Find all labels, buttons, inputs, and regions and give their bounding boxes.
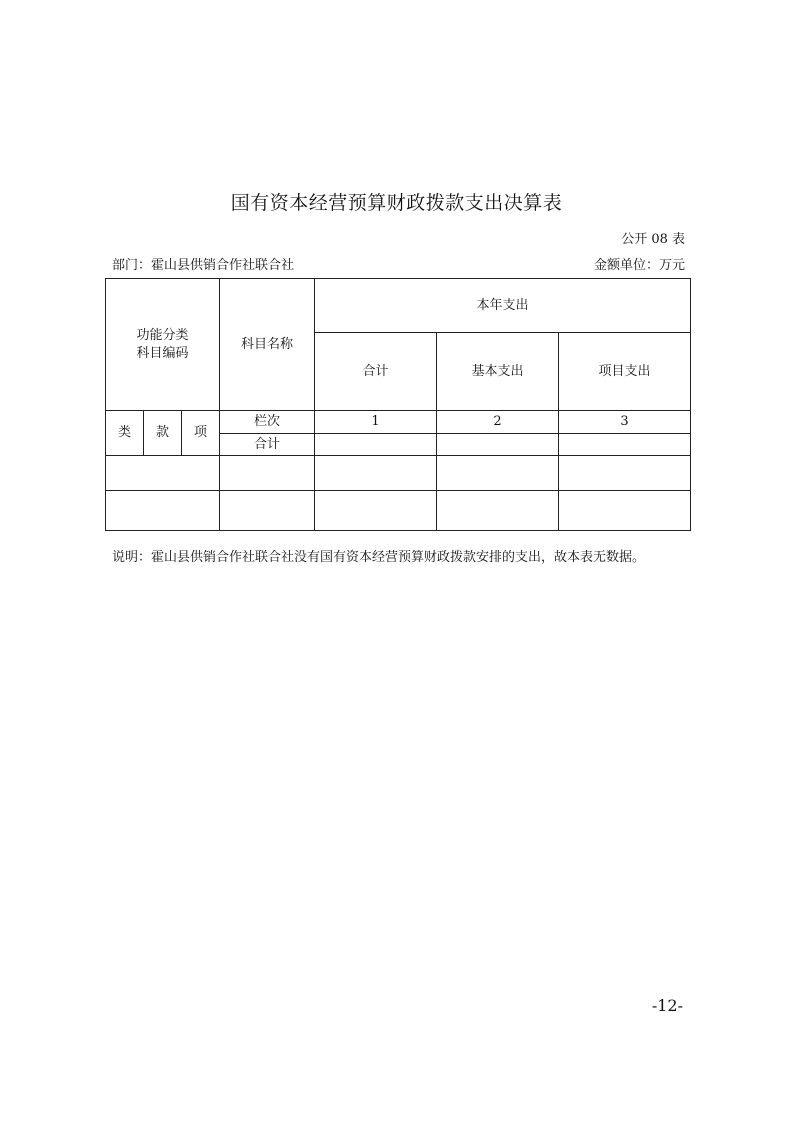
total-cell: [437, 434, 559, 456]
empty-cell: [220, 456, 315, 491]
col-project-header: 项目支出: [559, 333, 691, 411]
expenditure-table: [105, 278, 691, 531]
total-cell: [315, 434, 437, 456]
col-basic-header: 基本支出: [437, 333, 559, 411]
func-class-line1: 功能分类: [136, 327, 189, 343]
func-class-header: [106, 279, 220, 411]
row-total-label: 合计: [220, 434, 315, 456]
form-code: 公开 08 表: [621, 232, 685, 247]
code-xiang: 项: [182, 411, 220, 456]
row-index-label: 栏次: [220, 411, 315, 434]
empty-cell: [315, 491, 437, 531]
current-year-expense-header: 本年支出: [315, 279, 691, 333]
amount-unit-label: 金额单位：万元: [593, 258, 685, 273]
page-title: 国有资本经营预算财政拨款支出决算表: [230, 192, 563, 214]
index-row: [106, 411, 691, 434]
page-number: -12-: [651, 996, 683, 1015]
code-kuan: 款: [144, 411, 182, 456]
col-num-2: 2: [437, 411, 559, 434]
empty-cell: [315, 456, 437, 491]
empty-row: [106, 456, 691, 491]
col-total-header: 合计: [315, 333, 437, 411]
total-cell: [559, 434, 691, 456]
col-num-1: 1: [315, 411, 437, 434]
empty-cell: [559, 491, 691, 531]
code-lei: 类: [106, 411, 144, 456]
col-num-3: 3: [559, 411, 691, 434]
empty-cell: [437, 456, 559, 491]
table-note: 说明：霍山县供销合作社联合社没有国有资本经营预算财政拨款安排的支出，故本表无数据。: [112, 550, 646, 565]
subject-name-header: 科目名称: [220, 279, 315, 411]
empty-cell: [106, 491, 220, 531]
header-row-1: [106, 279, 691, 333]
empty-row: [106, 491, 691, 531]
empty-cell: [106, 456, 220, 491]
empty-cell: [559, 456, 691, 491]
department-label: 部门：霍山县供销合作社联合社: [112, 258, 295, 273]
empty-cell: [220, 491, 315, 531]
func-class-line2: 科目编码: [136, 345, 189, 361]
empty-cell: [437, 491, 559, 531]
